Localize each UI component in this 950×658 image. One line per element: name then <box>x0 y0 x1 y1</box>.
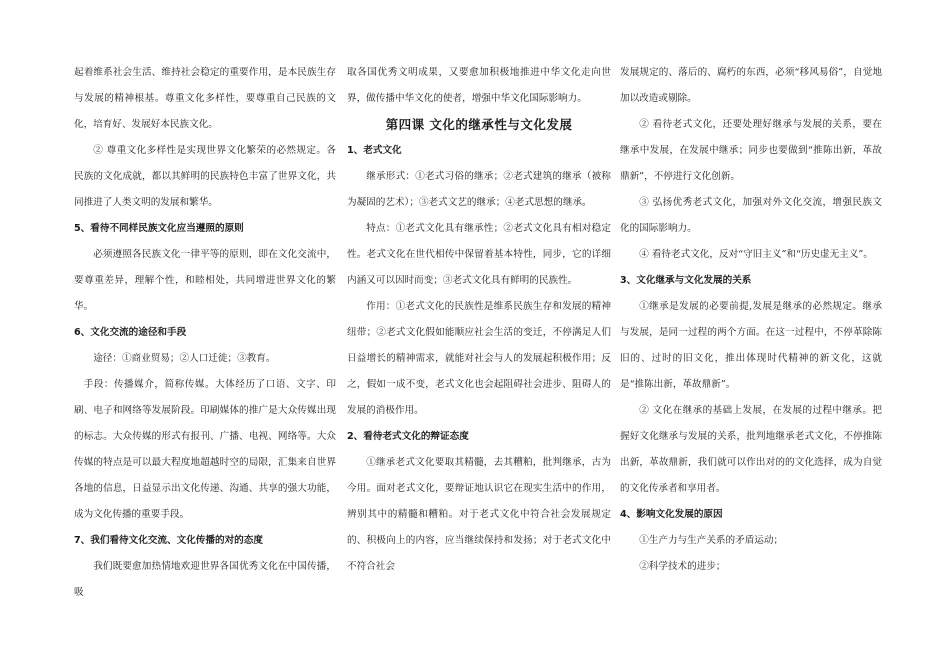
lesson-title: 第四课 文化的继承性与文化发展 <box>385 117 573 132</box>
paragraph: ①继承老式文化要取其精髓，去其糟粕，批判继承，古为今用。面对老式文化，要辩证地认识它在现实生活中的作用，辨别其中的精髓和糟粕。对于老式文化中符合社会发展规定的、积极向上的内容，应当继续保持和发扬；对于老式文化中不符合社会 <box>347 457 611 572</box>
paragraph: ② 文化在继承的基础上发展，在发展的过程中继承。把握好文化继承与发展的关系，批判地继承老式文化，不停推陈出新，革故鼎新，我们就可以作出对的的文化选择，成为自觉的文化传承者和享用者。 <box>620 405 882 494</box>
list-item: ①生产力与生产关系的矛盾运动； <box>639 535 784 546</box>
paragraph: 手段：传播媒介，简称传媒。大体经历了口语、文字、印刷、电子和网络等发展阶段。印刷媒体的推广是大众传媒出现的标志。大众传媒的形式有报刊、广播、电视、网络等。大众传媒的特点是可以最大程度地超越时空的局限，汇集来自世界各地的信息，日益显示出文化传递、沟通、共享的强大功能，成为文化传播的重要手段。 <box>74 379 336 520</box>
section-heading: 2、看待老式文化的辩证态度 <box>347 431 469 442</box>
paragraph: ② 尊重文化多样性是实现世界文化繁荣的必然规定。各民族的文化成就，都以其鲜明的民族特色丰富了世界文化，共同推进了人类文明的发展和繁华。 <box>74 145 336 208</box>
section-heading: 4、影响文化发展的原因 <box>620 509 723 520</box>
paragraph: 取各国优秀文明成果，又要愈加积极地推进中华文化走向世界，做传播中华文化的使者，增强中华文化国际影响力。 <box>347 67 611 104</box>
paragraph: 途径：①商业贸易；②人口迁徙；③教育。 <box>93 353 276 364</box>
column-middle <box>347 60 611 580</box>
section-heading: 5、看待不同样民族文化应当遵照的原则 <box>74 223 244 234</box>
column-left <box>74 60 336 606</box>
paragraph: ④ 看待老式文化，反对“守旧主义”和“历史虚无主义”。 <box>639 249 873 260</box>
paragraph: 继承形式：①老式习俗的继承；②老式建筑的继承（被称为凝固的艺术）；③老式文艺的继承；④老式思想的继承。 <box>347 171 611 208</box>
paragraph: 特点：①老式文化具有继承性；②老式文化具有相对稳定性。老式文化在世代相传中保留着基本特性，同步，它的详细内涵又可以因时而变；③老式文化具有鲜明的民族性。 <box>347 223 611 286</box>
paragraph: 作用：①老式文化的民族性是维系民族生存和发展的精神纽带；②老式文化假如能顺应社会生活的变迁，不停满足人们日益增长的精神需求，就能对社会与人的发展起积极作用；反之，假如一成不变，老式文化也会起阻碍社会进步、阻碍人的发展的消极作用。 <box>347 301 611 416</box>
section-heading: 6、文化交流的途径和手段 <box>74 327 187 338</box>
paragraph: ② 看待老式文化，还要处理好继承与发展的关系，要在继承中发展，在发展中继承；同步也要做到“推陈出新，革故鼎新”，不停进行文化创新。 <box>620 119 882 182</box>
paragraph: ③ 弘扬优秀老式文化，加强对外文化交流，增强民族文化的国际影响力。 <box>620 197 882 234</box>
section-heading: 1、老式文化 <box>347 145 402 156</box>
paragraph: 发展规定的、落后的、腐朽的东西，必须“移风易俗”，自觉地加以改造或剔除。 <box>620 67 882 104</box>
section-heading: 7、我们看待文化交流、文化传播的对的态度 <box>74 535 263 546</box>
paragraph: ①继承是发展的必要前提,发展是继承的必然规定。继承与发展，是同一过程的两个方面。在这一过程中，不停革除陈旧的、过时的旧文化，推出体现时代精神的新文化，这就是“推陈出新，革故鼎新”。 <box>620 301 882 390</box>
column-right <box>620 60 882 580</box>
paragraph: 起着维系社会生活、维持社会稳定的重要作用，是本民族生存与发展的精神根基。尊重文化多样性，要尊重自己民族的文化，培育好、发展好本民族文化。 <box>74 67 336 130</box>
paragraph: 必须遵照各民族文化一律平等的原则，即在文化交流中，要尊重差异，理解个性，和睦相处，共同增进世界文化的繁华。 <box>74 249 336 312</box>
section-heading: 3、文化继承与文化发展的关系 <box>620 275 752 286</box>
paragraph: 我们既要愈加热情地欢迎世界各国优秀文化在中国传播，吸 <box>74 561 336 598</box>
list-item: ②科学技术的进步； <box>639 561 726 572</box>
